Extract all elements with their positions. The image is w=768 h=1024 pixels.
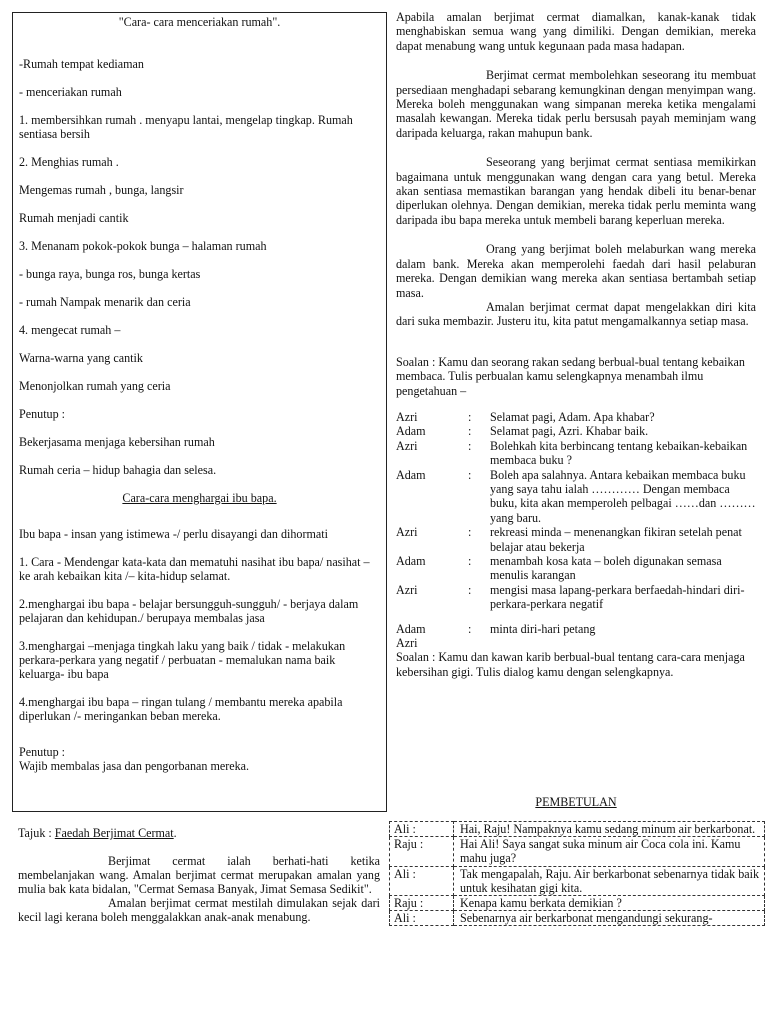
- dialog-line: [396, 525, 756, 554]
- dialog-colon: :: [468, 424, 472, 439]
- essay-paragraph: Apabila amalan berjimat cermat diamalkan, kanak-kanak tidak menghabiskan semua wang yang dimiliki. Dengan demikian, mereka dapat menabung wang untuk kegunaan pada masa hadapan.: [396, 10, 756, 53]
- correction-text: Kenapa kamu berkata demikian ?: [454, 896, 765, 911]
- dialog-speaker: Adam: [396, 621, 426, 636]
- notes-line: Rumah menjadi cantik: [19, 211, 129, 225]
- table-row: [390, 896, 765, 911]
- correction-text: Hai Ali! Saya sangat suka minum air Coca cola ini. Kamu mahu juga?: [454, 837, 765, 866]
- dialog-colon: :: [468, 409, 472, 424]
- table-row: [390, 822, 765, 837]
- correction-text: Hai, Raju! Nampaknya kamu sedang minum air berkarbonat.: [454, 822, 765, 837]
- notes-line: Menonjolkan rumah yang ceria: [19, 379, 171, 393]
- dialog-line: [396, 554, 756, 583]
- essay-title-period: .: [173, 826, 177, 840]
- dialog-colon: :: [468, 467, 472, 482]
- notes-line: 1. membersihkan rumah . menyapu lantai, mengelap tingkap. Rumah sentiasa bersih: [19, 113, 353, 141]
- essay-paragraph: Amalan berjimat cermat dapat mengelakkan diri kita dari suka membazir. Justeru itu, kita patut mengamalkannya setiap masa.: [396, 299, 756, 329]
- notes-line: 4. mengecat rumah –: [19, 323, 121, 337]
- correction-speaker: Raju :: [390, 837, 454, 866]
- essay-paragraph: Berjimat cermat membolehkan seseorang itu membuat persediaan menghadapi sebarang kemungkinan dengan menyimpan wang. Mereka boleh menggunakan wang simpanan mereka ketika mengalami masalah kewangan. Mereka tidak perlu bersusah payah meminjam wang daripada keluarga, rakan mahupun bank.: [396, 68, 756, 140]
- essay-title: Faedah Berjimat Cermat: [54, 826, 174, 840]
- correction-table: [389, 821, 765, 926]
- dialog-speaker: Azri: [396, 409, 418, 424]
- correction-speaker: Ali :: [390, 822, 454, 837]
- dialog-speaker: Adam: [396, 424, 426, 439]
- essay-paragraph: Seseorang yang berjimat cermat sentiasa memikirkan bagaimana untuk menggunakan wang dengan cara yang betul. Mereka akan sentiasa memastikan barangan yang hendak dibeli itu benar-benar diperlukan olehnya. Dengan demikian, mereka tidak perlu meminta wang daripada ibu bapa mereka untuk membeli barang keperluan mereka.: [396, 155, 756, 227]
- dialog-colon: :: [468, 525, 472, 540]
- dialog-text: mengisi masa lapang-perkara berfaedah-hindari diri-perkara-perkara negatif: [490, 582, 745, 612]
- dialog-line: [396, 410, 756, 424]
- dialog-speaker: Azri: [396, 438, 418, 453]
- table-row: [390, 866, 765, 895]
- dialog-line: [396, 424, 756, 438]
- notes-closing-text: Wajib membalas jasa dan pengorbanan mereka.: [19, 759, 250, 773]
- essay-intro: [18, 826, 380, 924]
- essay-paragraph: Orang yang berjimat boleh melaburkan wang mereka dalam bank. Mereka akan memperolehi faedah dari hasil pelaburan mereka. Dengan demikian wang mereka akan sentiasa bertambah setiap masa.: [396, 242, 756, 300]
- notes-title: "Cara- cara menceriakan rumah".: [118, 15, 281, 29]
- essay-paragraph: Berjimat cermat ialah berhati-hati ketika membelanjakan wang. Amalan berjimat cermat merupakan amalan yang mulia bak kata bidalan, "Cermat Semasa Banyak, Jimat Semasa Sedikit".: [18, 854, 380, 896]
- dialog-colon: :: [468, 582, 472, 597]
- dialog-line: [396, 636, 756, 650]
- notes-line: - menceriakan rumah: [19, 85, 122, 99]
- dialog-speaker: Azri: [396, 582, 418, 597]
- dialog-line: [396, 439, 756, 468]
- notes-closing-label: Penutup :: [19, 745, 66, 759]
- notes-box: [12, 12, 387, 812]
- correction-heading: PEMBETULAN: [535, 795, 617, 809]
- essay-label: Tajuk :: [18, 826, 55, 840]
- notes-line: 2. Menghias rumah .: [19, 155, 119, 169]
- notes-line: Warna-warna yang cantik: [19, 351, 143, 365]
- dialog-text: minta diri-hari petang: [490, 621, 596, 636]
- dialog-line: [396, 583, 756, 612]
- dialog-text: Selamat pagi, Azri. Khabar baik.: [490, 424, 649, 439]
- dialog-colon: :: [468, 621, 472, 636]
- notes-line: Bekerjasama menjaga kebersihan rumah: [19, 435, 215, 449]
- dialog-speaker: Adam: [396, 467, 426, 482]
- notes-line: 2.menghargai ibu bapa - belajar bersungguh-sungguh/ - berjaya dalam pelajaran dan kehidupan./ berupaya membalas jasa: [19, 597, 359, 625]
- notes-line: 1. Cara - Mendengar kata-kata dan mematuhi nasihat ibu bapa/ nasihat – ke arah kebaikan kita /– kita-hidup selamat.: [19, 555, 370, 583]
- notes-line: - rumah Nampak menarik dan ceria: [19, 295, 191, 309]
- correction-speaker: Ali :: [390, 866, 454, 895]
- correction-text: Sebenarnya air berkarbonat mengandungi sekurang-: [454, 911, 765, 926]
- dialog-text: Bolehkah kita berbincang tentang kebaikan-kebaikan membaca buku ?: [490, 438, 748, 468]
- dialog-text: Selamat pagi, Adam. Apa khabar?: [490, 409, 655, 424]
- correction-speaker: Ali :: [390, 911, 454, 926]
- dialog-speaker: Azri: [396, 636, 418, 651]
- dialog-speaker: Azri: [396, 525, 418, 540]
- dialog-text: rekreasi minda – menenangkan fikiran setelah penat belajar atau bekerja: [490, 525, 742, 554]
- notes-line: Ibu bapa - insan yang istimewa -/ perlu disayangi dan dihormati: [19, 527, 328, 541]
- dialog-colon: :: [468, 438, 472, 453]
- notes-line: Mengemas rumah , bunga, langsir: [19, 183, 184, 197]
- dialog-line: [396, 622, 756, 636]
- notes-subtitle: Cara-cara menghargai ibu bapa.: [122, 491, 277, 505]
- question-prompt: Soalan : Kamu dan seorang rakan sedang berbual-bual tentang kebaikan membaca. Tulis perbualan kamu selengkapnya menambah ilmu pengetahuan –: [396, 354, 745, 398]
- notes-line: Penutup :: [19, 407, 66, 421]
- dialog-colon: [468, 636, 490, 650]
- notes-line: 4.menghargai ibu bapa – ringan tulang / membantu mereka apabila diperlukan /- meringankan beban mereka.: [19, 695, 343, 723]
- dialog-speaker: Adam: [396, 554, 426, 568]
- dialog-text: Boleh apa salahnya. Antara kebaikan membaca buku yang saya tahu ialah ………… Dengan membaca buku, kita akan memperoleh pelbagai ……dan ………yang baru.: [490, 467, 756, 525]
- dialog-line: [396, 468, 756, 526]
- dialog-colon: :: [468, 554, 472, 568]
- dialog-text: menambah kosa kata – boleh digunakan semasa menulis karangan: [490, 554, 722, 583]
- essay-paragraph: Amalan berjimat cermat mestilah dimulakan sejak dari kecil lagi kerana boleh menggalakkan anak-anak menabung.: [18, 896, 380, 924]
- correction-text: Tak mengapalah, Raju. Air berkarbonat sebenarnya tidak baik untuk kesihatan gigi kita.: [454, 866, 765, 895]
- notes-line: -Rumah tempat kediaman: [19, 57, 144, 71]
- notes-line: 3.menghargai –menjaga tingkah laku yang baik / tidak - melakukan perkara-perkara yang negatif / perbuatan - memalukan nama baik keluarga- ibu bapa: [19, 639, 346, 681]
- notes-line: 3. Menanam pokok-pokok bunga – halaman rumah: [19, 239, 267, 253]
- notes-line: Rumah ceria – hidup bahagia dan selesa.: [19, 463, 217, 477]
- table-row: [390, 911, 765, 926]
- question-prompt: Soalan : Kamu dan kawan karib berbual-bual tentang cara-cara menjaga kebersihan gigi. Tulis dialog kamu dengan selengkapnya.: [396, 650, 745, 679]
- correction-speaker: Raju :: [390, 896, 454, 911]
- dialog-text: [490, 636, 756, 650]
- right-column: [396, 10, 756, 679]
- table-row: [390, 837, 765, 866]
- notes-line: - bunga raya, bunga ros, bunga kertas: [19, 267, 201, 281]
